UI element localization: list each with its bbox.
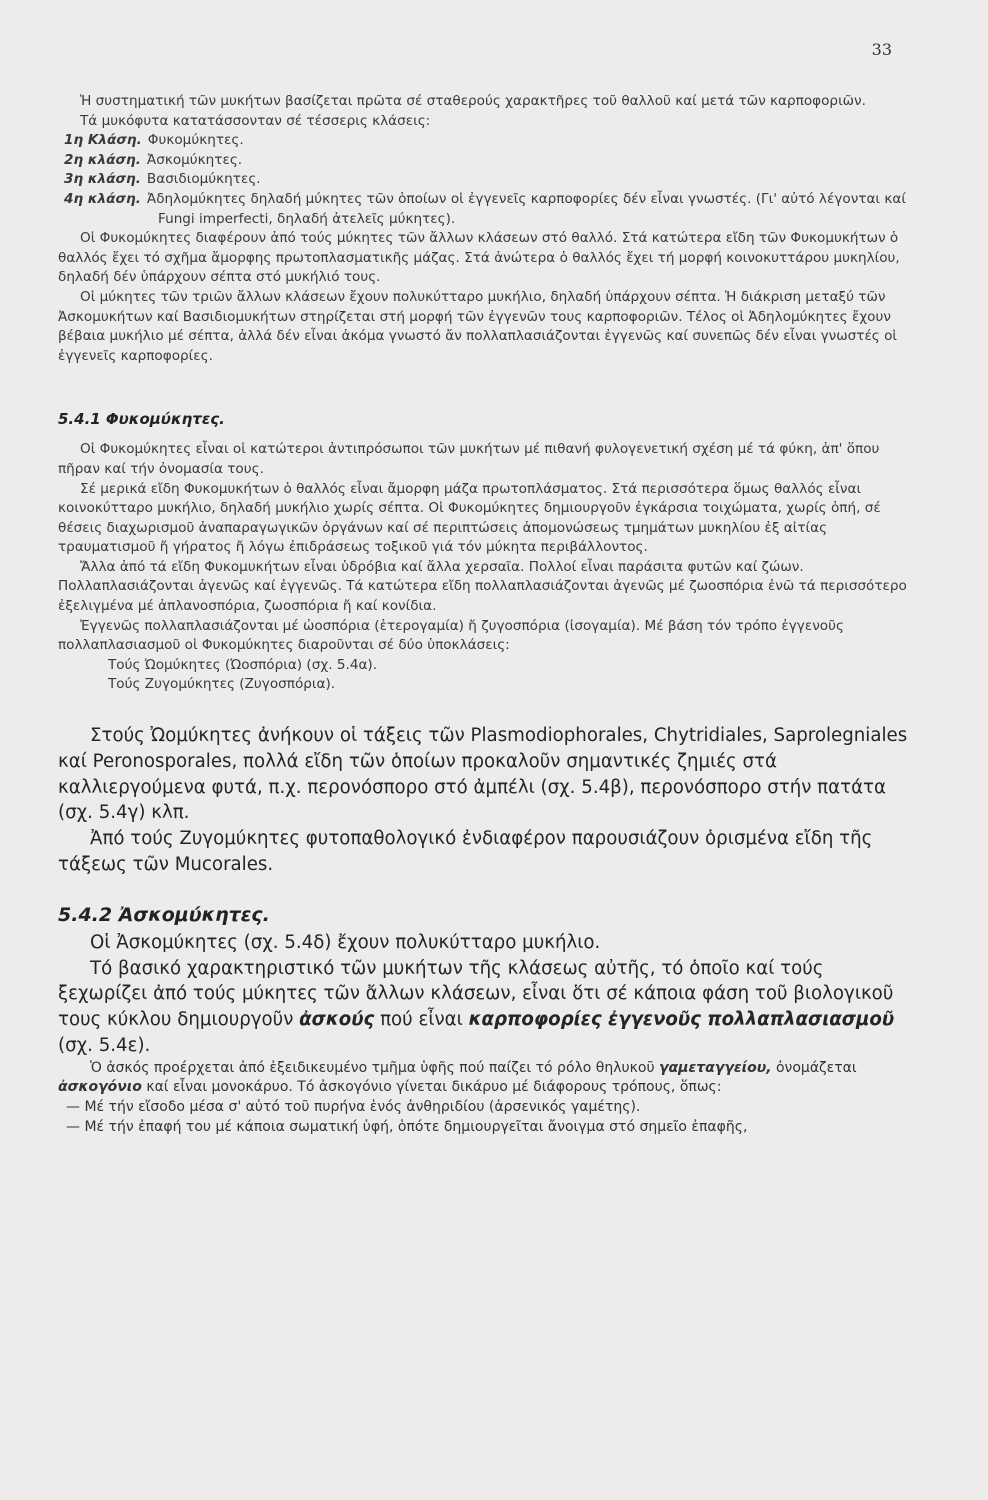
section-5-4-2-small-body [58, 1059, 918, 1137]
emphasis-askogonio: ἀσκογόνιο [58, 1079, 142, 1096]
class-item-2 [58, 151, 918, 171]
intro-paragraph-2: Τά μυκόφυτα κατατάσσονταν σέ τέσσερις κλάσεις: [80, 112, 431, 129]
subclass-item-1: Τούς Ὠομύκητες (Ὠοσπόρια) (σχ. 5.4α). [108, 656, 378, 673]
text-run: ὀνομάζεται [775, 1059, 857, 1076]
emphasis-karpofories: καρποφορίες ἐγγενοῦς πολλαπλασιασμοῦ [468, 1009, 895, 1031]
emphasis-askous: ἀσκούς [299, 1009, 375, 1031]
class-item-3 [58, 170, 918, 190]
page-content [58, 92, 918, 1137]
large-paragraph-2: Ἀπό τούς Ζυγομύκητες φυτοπαθολογικό ἐνδιαφέρον παρουσιάζουν ὁρισμένα εἴδη τῆς τάξεως τῶν Mucorales. [58, 828, 873, 876]
section-541-paragraph-2: Σέ μερικά εἴδη Φυκομυκήτων ὁ θαλλός εἶναι ἄμορφη μάζα πρωτοπλάσματος. Στά περισσότερα ὅμως θαλλός εἶναι κοινοκύτταρο μυκήλιο, δηλαδή μυκήλιο χωρίς σέπτα. Οἱ Φυκομύκητες δημιουργοῦν ἐγκάρσια τοιχώματα, χωρίς ὀπή, σέ θέσεις διαχωρισμοῦ ἀναπαραγωγικῶν ὀργάνων καί σέ περιπτώσεις ἀπομονώσεως τμημάτων μυκηλίου ἐξ αἰτίας τραυματισμοῦ ἤ γήρατος ἤ λόγω ἐπιδράσεως τοξικοῦ γιά τόν μύκητα περιβάλλοντος. [58, 480, 881, 556]
intro-section [58, 92, 918, 366]
section-541-paragraph-1: Οἱ Φυκομύκητες εἶναι οἱ κατώτεροι ἀντιπρόσωποι τῶν μυκήτων μέ πιθανή φυλογενετική σχέση μέ τά φύκη, ἀπ' ὅπου πῆραν καί τήν ὀνομασία τους. [58, 441, 880, 477]
class-label: 2η κλάση. [64, 151, 141, 168]
class-label: 3η κλάση. [64, 171, 141, 188]
text-run: καί εἶναι μονοκάρυο. Τό ἀσκογόνιο γίνεται δικάρυο μέ διάφορους τρόπους, ὅπως: [146, 1079, 722, 1096]
section-heading-5-4-2: 5.4.2 Ἀσκομύκητες. [58, 903, 270, 926]
class-item-1 [58, 131, 918, 151]
intro-paragraph-3: Οἱ Φυκομύκητες διαφέρουν ἀπό τούς μύκητες τῶν ἄλλων κλάσεων στό θαλλό. Στά κατώτερα εἴδη τῶν Φυκομυκήτων ὁ θαλλός ἔχει τό σχῆμα ἄμορφης πρωτοπλασματικῆς μάζας. Στά ἀνώτερα ὁ θαλλός ἔχει τή μορφή κοινοκυττάρου μυκηλίου, δηλαδή δέν ὑπάρχουν σέπτα στό μυκήλιό τους. [58, 230, 900, 286]
dash-item-1: — Μέ τήν εἴσοδο μέσα σ' αὐτό τοῦ πυρήνα ἑνός ἀνθηριδίου (ἀρσενικός γαμέτης). [66, 1098, 641, 1115]
section-5-4-2-body [58, 930, 918, 1059]
class-text: Ἀσκομύκητες. [146, 151, 243, 168]
emphasis-gametangeiou: γαμεταγγείου, [659, 1059, 772, 1076]
class-text: Φυκομύκητες. [147, 132, 244, 149]
class-text: Ἀδηλομύκητες δηλαδή μύκητες τῶν ὁποίων οἱ ἐγγενεῖς καρποφορίες δέν εἶναι γνωστές. (Γι' αὐτό λέγονται καί Fungi imperfecti, δηλαδή ἀτελεῖς μύκητες). [146, 190, 906, 227]
subclass-item-2: Τούς Ζυγομύκητες (Ζυγοσπόρια). [108, 676, 336, 693]
large-text-section [58, 723, 918, 878]
section-541-paragraph-4: Ἐγγενῶς πολλαπλασιάζονται μέ ὠοσπόρια (ἑτερογαμία) ἤ ζυγοσπόρια (ἰσογαμία). Μέ βάση τόν τρόπο ἐγγενοῦς πολλαπλασιασμοῦ οἱ Φυκομύκητες διαροῦνται σέ δύο ὑποκλάσεις: [58, 617, 844, 654]
section-542-paragraph-3 [58, 1059, 918, 1098]
text-run: (σχ. 5.4ε). [58, 1035, 151, 1056]
dash-item-2: — Μέ τήν ἐπαφή του μέ κάποια σωματική ὑφή, ὁπότε δημιουργεῖται ἄνοιγμα στό σημεῖο ἐπαφῆς, [66, 1118, 748, 1135]
section-541-paragraph-3: Ἄλλα ἀπό τά εἴδη Φυκομυκήτων εἶναι ὑδρόβια καί ἄλλα χερσαῖα. Πολλοί εἶναι παράσιτα φυτῶν καί ζώων. Πολλαπλασιάζονται ἀγενῶς καί ἐγγενῶς. Τά κατώτερα εἴδη πολλαπλασιάζονται ἀγενῶς μέ ζωοσπόρια ἐνῶ τά περισσότερο ἐξελιγμένα μέ ἀπλανοσπόρια, ζωοσπόρια ἤ καί κονίδια. [58, 558, 907, 615]
class-text: Βασιδιομύκητες. [146, 171, 261, 188]
class-label: 4η κλάση. [64, 190, 141, 207]
page-number: 33 [871, 40, 892, 59]
intro-paragraph-4: Οἱ μύκητες τῶν τριῶν ἄλλων κλάσεων ἔχουν πολυκύτταρο μυκήλιο, δηλαδή ὑπάρχουν σέπτα. Ἡ διάκριση μεταξύ τῶν Ἀσκομυκήτων καί Βασιδιομυκήτων στηρίζεται στή μορφή τῶν ἐγγενῶν τους καρποφοριῶν. Τέλος οἱ Ἀδηλομύκητες ἔχουν βέβαια μυκήλιο μέ σέπτα, ἀλλά δέν εἶναι ἀκόμα γνωστό ἄν πολλαπλασιάζονται ἐγγενῶς καί συνεπῶς δέν εἶναι γνωστές οἱ ἐγγενεῖς καρποφορίες. [58, 288, 898, 364]
class-label: 1η Κλάση. [64, 132, 142, 149]
text-run: πού εἶναι [380, 1009, 463, 1031]
section-542-paragraph-1: Οἱ Ἀσκομύκητες (σχ. 5.4δ) ἔχουν πολυκύτταρο μυκήλιο. [90, 931, 601, 953]
large-paragraph-1: Στούς Ὠομύκητες ἀνήκουν οἱ τάξεις τῶν Plasmodiophorales, Chytridiales, Saprolegniales καί Peronosporales, πολλά εἴδη τῶν ὁποίων προκαλοῦν σημαντικές ζημιές στά καλλιεργούμενα φυτά, π.χ. περονόσπορο στό ἀμπέλι (σχ. 5.4β), περονόσπορο στήν πατάτα (σχ. 5.4γ) κλπ. [58, 725, 908, 824]
text-run: Τό βασικό χαρακτηριστικό τῶν μυκήτων τῆς κλάσεως αὐτῆς, τό ὁποῖο καί τούς ξεχωρίζει ἀπό τούς μύκητες τῶν ἄλλων κλάσεων, εἶναι ὅτι σέ κάποια φάση τοῦ βιολογικοῦ τους κύκλου δημιουργοῦν [58, 957, 894, 1031]
section-heading-5-4-1: 5.4.1 Φυκομύκητες. [58, 410, 225, 429]
text-run: Ὁ ἀσκός προέρχεται ἀπό ἐξειδικευμένο τμῆμα ὑφῆς πού παίζει τό ρόλο θηλυκοῦ [90, 1059, 655, 1076]
section-542-paragraph-2 [58, 956, 918, 1059]
class-item-4 [58, 190, 918, 229]
section-5-4-1-body [58, 440, 918, 695]
intro-paragraph-1: Ἡ συστηματική τῶν μυκήτων βασίζεται πρῶτα σέ σταθερούς χαρακτῆρες τοῦ θαλλοῦ καί μετά τῶν καρποφοριῶν. [80, 93, 866, 109]
